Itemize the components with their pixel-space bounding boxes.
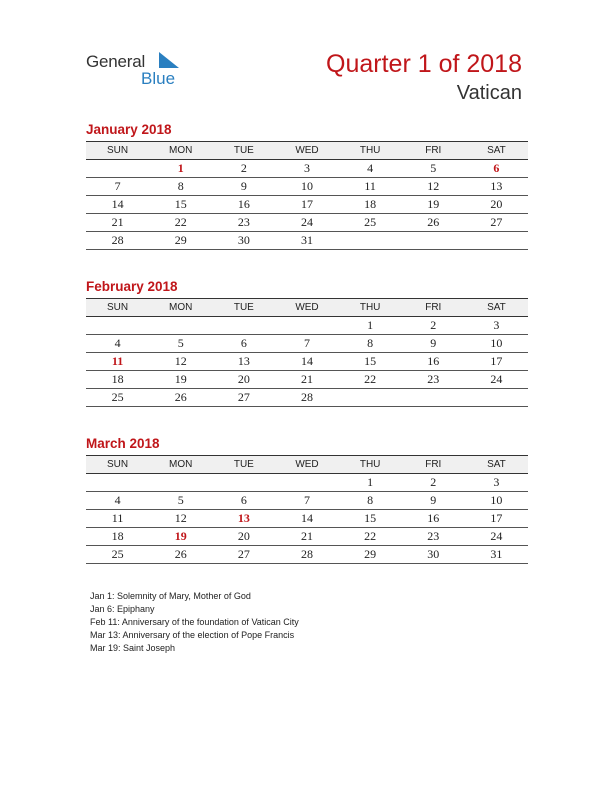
day-cell: 9	[212, 178, 275, 196]
day-cell: 30	[402, 546, 465, 564]
day-cell	[275, 317, 338, 335]
day-cell: 27	[465, 214, 528, 232]
weekday-header: FRI	[402, 142, 465, 160]
day-cell: 31	[465, 546, 528, 564]
day-cell: 13	[465, 178, 528, 196]
weekday-header: SUN	[86, 456, 149, 474]
weekday-header-row	[86, 142, 528, 160]
weekday-header: SAT	[465, 299, 528, 317]
weekday-header: THU	[339, 299, 402, 317]
week-row	[86, 178, 528, 196]
month-january	[86, 122, 528, 250]
day-cell: 29	[149, 232, 212, 250]
week-row	[86, 546, 528, 564]
day-cell: 16	[402, 353, 465, 371]
weekday-header: THU	[339, 142, 402, 160]
day-cell: 29	[339, 546, 402, 564]
day-cell: 27	[212, 546, 275, 564]
day-cell: 15	[339, 353, 402, 371]
day-cell	[86, 474, 149, 492]
day-cell: 18	[339, 196, 402, 214]
weekday-header-row	[86, 299, 528, 317]
day-cell: 19	[149, 528, 212, 546]
day-cell: 7	[275, 335, 338, 353]
month-grid	[86, 298, 528, 407]
weekday-header: TUE	[212, 456, 275, 474]
day-cell: 2	[212, 160, 275, 178]
day-cell: 11	[339, 178, 402, 196]
month-title: March 2018	[86, 436, 160, 451]
holiday-note: Mar 13: Anniversary of the election of Pope Francis	[90, 630, 295, 640]
day-cell: 10	[465, 335, 528, 353]
day-cell: 19	[402, 196, 465, 214]
day-cell: 3	[465, 474, 528, 492]
day-cell: 21	[86, 214, 149, 232]
day-cell: 18	[86, 371, 149, 389]
week-row	[86, 474, 528, 492]
weekday-header: FRI	[402, 456, 465, 474]
day-cell: 2	[402, 317, 465, 335]
day-cell: 1	[339, 317, 402, 335]
day-cell	[339, 232, 402, 250]
day-cell: 3	[275, 160, 338, 178]
day-cell: 22	[339, 371, 402, 389]
day-cell: 12	[402, 178, 465, 196]
week-row	[86, 510, 528, 528]
day-cell: 26	[149, 546, 212, 564]
day-cell: 25	[86, 389, 149, 407]
weekday-header: SUN	[86, 299, 149, 317]
day-cell: 16	[212, 196, 275, 214]
day-cell: 18	[86, 528, 149, 546]
week-row	[86, 528, 528, 546]
holiday-note: Jan 6: Epiphany	[90, 604, 155, 614]
page-title: Quarter 1 of 2018	[326, 50, 522, 78]
country-name: Vatican	[456, 82, 522, 104]
holiday-note: Mar 19: Saint Joseph	[90, 643, 176, 653]
day-cell: 15	[339, 510, 402, 528]
generalblue-logo	[86, 50, 196, 90]
day-cell	[402, 389, 465, 407]
week-row	[86, 335, 528, 353]
weekday-header: MON	[149, 456, 212, 474]
day-cell: 23	[402, 371, 465, 389]
day-cell: 24	[275, 214, 338, 232]
day-cell: 9	[402, 335, 465, 353]
day-cell	[212, 474, 275, 492]
week-row	[86, 317, 528, 335]
weekday-header: WED	[275, 456, 338, 474]
day-cell: 4	[86, 335, 149, 353]
day-cell: 21	[275, 371, 338, 389]
day-cell: 20	[212, 371, 275, 389]
day-cell: 5	[402, 160, 465, 178]
day-cell: 6	[465, 160, 528, 178]
day-cell: 30	[212, 232, 275, 250]
day-cell: 14	[86, 196, 149, 214]
day-cell: 17	[465, 353, 528, 371]
month-february	[86, 279, 528, 407]
day-cell: 17	[275, 196, 338, 214]
day-cell: 8	[339, 492, 402, 510]
holiday-notes	[90, 590, 299, 655]
day-cell	[465, 389, 528, 407]
day-cell: 2	[402, 474, 465, 492]
day-cell: 21	[275, 528, 338, 546]
day-cell: 1	[339, 474, 402, 492]
weekday-header: MON	[149, 299, 212, 317]
day-cell: 31	[275, 232, 338, 250]
week-row	[86, 371, 528, 389]
day-cell: 19	[149, 371, 212, 389]
weekday-header: WED	[275, 142, 338, 160]
day-cell: 28	[275, 389, 338, 407]
day-cell	[149, 474, 212, 492]
day-cell: 10	[275, 178, 338, 196]
day-cell: 15	[149, 196, 212, 214]
day-cell: 8	[339, 335, 402, 353]
day-cell: 14	[275, 353, 338, 371]
week-row	[86, 160, 528, 178]
day-cell: 4	[86, 492, 149, 510]
month-march	[86, 436, 528, 564]
day-cell: 28	[275, 546, 338, 564]
week-row	[86, 196, 528, 214]
day-cell: 6	[212, 335, 275, 353]
day-cell: 22	[339, 528, 402, 546]
day-cell: 8	[149, 178, 212, 196]
day-cell: 17	[465, 510, 528, 528]
day-cell: 12	[149, 353, 212, 371]
day-cell: 20	[212, 528, 275, 546]
day-cell: 11	[86, 510, 149, 528]
day-cell: 13	[212, 510, 275, 528]
day-cell: 28	[86, 232, 149, 250]
weekday-header: THU	[339, 456, 402, 474]
weekday-header: WED	[275, 299, 338, 317]
day-cell: 6	[212, 492, 275, 510]
day-cell: 13	[212, 353, 275, 371]
month-title: February 2018	[86, 279, 178, 294]
day-cell	[86, 160, 149, 178]
day-cell: 26	[402, 214, 465, 232]
logo-triangle-icon	[159, 52, 179, 68]
weekday-header: TUE	[212, 142, 275, 160]
day-cell: 25	[339, 214, 402, 232]
day-cell: 26	[149, 389, 212, 407]
holiday-note: Feb 11: Anniversary of the foundation of Vatican City	[90, 617, 299, 627]
day-cell: 5	[149, 492, 212, 510]
day-cell	[275, 474, 338, 492]
weekday-header-row	[86, 456, 528, 474]
day-cell: 24	[465, 371, 528, 389]
day-cell: 4	[339, 160, 402, 178]
day-cell: 11	[86, 353, 149, 371]
day-cell: 14	[275, 510, 338, 528]
day-cell: 5	[149, 335, 212, 353]
week-row	[86, 492, 528, 510]
day-cell: 3	[465, 317, 528, 335]
day-cell	[339, 389, 402, 407]
day-cell: 9	[402, 492, 465, 510]
day-cell: 23	[212, 214, 275, 232]
weekday-header: SAT	[465, 456, 528, 474]
day-cell	[212, 317, 275, 335]
weekday-header: SUN	[86, 142, 149, 160]
day-cell	[149, 317, 212, 335]
week-row	[86, 214, 528, 232]
month-title: January 2018	[86, 122, 172, 137]
logo-text-blue: Blue	[141, 69, 176, 88]
day-cell: 7	[275, 492, 338, 510]
day-cell: 1	[149, 160, 212, 178]
month-grid	[86, 455, 528, 564]
day-cell: 25	[86, 546, 149, 564]
weekday-header: FRI	[402, 299, 465, 317]
week-row	[86, 353, 528, 371]
day-cell: 16	[402, 510, 465, 528]
day-cell: 10	[465, 492, 528, 510]
weekday-header: TUE	[212, 299, 275, 317]
day-cell: 22	[149, 214, 212, 232]
day-cell	[402, 232, 465, 250]
day-cell	[86, 317, 149, 335]
month-grid	[86, 141, 528, 250]
week-row	[86, 389, 528, 407]
logo-text-general: General	[86, 52, 146, 71]
week-row	[86, 232, 528, 250]
day-cell: 12	[149, 510, 212, 528]
weekday-header: SAT	[465, 142, 528, 160]
day-cell	[465, 232, 528, 250]
weekday-header: MON	[149, 142, 212, 160]
day-cell: 7	[86, 178, 149, 196]
holiday-note: Jan 1: Solemnity of Mary, Mother of God	[90, 591, 251, 601]
day-cell: 24	[465, 528, 528, 546]
day-cell: 27	[212, 389, 275, 407]
day-cell: 20	[465, 196, 528, 214]
day-cell: 23	[402, 528, 465, 546]
